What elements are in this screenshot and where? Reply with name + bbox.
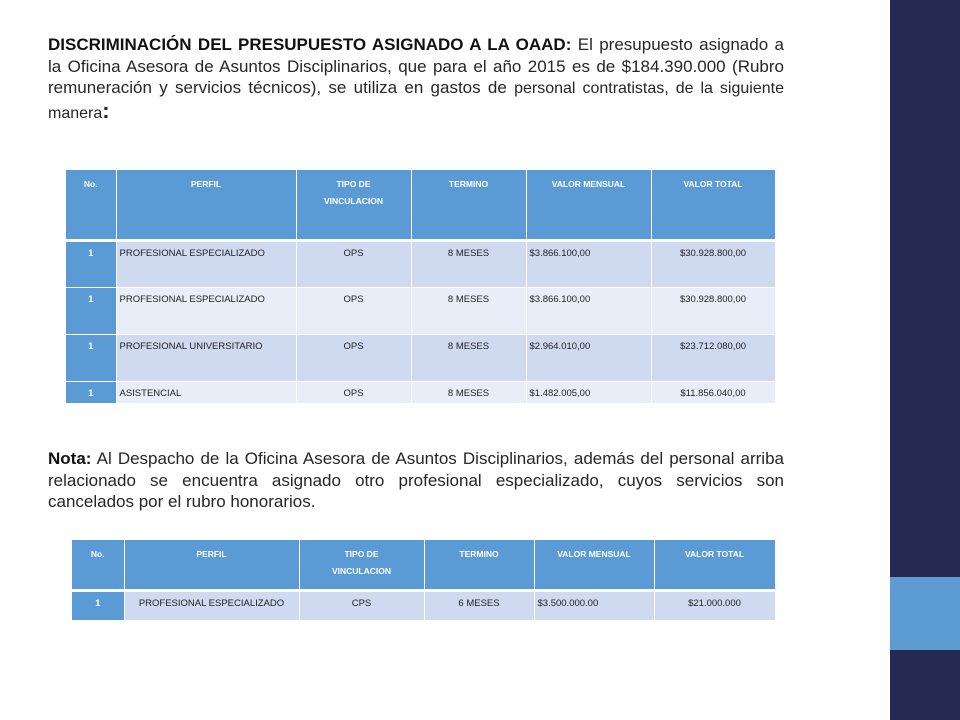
cell-termino: 8 MESES bbox=[411, 381, 526, 403]
cell-no: 1 bbox=[66, 287, 116, 334]
column-header-no: No. bbox=[72, 540, 124, 590]
column-header-perfil: PERFIL bbox=[116, 170, 296, 240]
cell-tipo: OPS bbox=[296, 334, 411, 381]
table-header-row bbox=[66, 170, 775, 240]
column-header-no: No. bbox=[66, 170, 116, 240]
cell-valor-mensual: $3.866.100,00 bbox=[526, 240, 651, 287]
cell-valor-total: $30.928.800,00 bbox=[651, 240, 775, 287]
side-accent-block bbox=[890, 577, 960, 650]
table-row bbox=[66, 240, 775, 287]
cell-valor-total: $30.928.800,00 bbox=[651, 287, 775, 334]
intro-body: El presupuesto asignado a la Oficina Asesora de Asuntos Disciplinarios, que para el año 2015 es de $184.390.000 (Rubro remuneración y servicios técnicos), se utiliza en gastos de bbox=[48, 35, 784, 97]
note-paragraph bbox=[48, 448, 784, 513]
cell-valor-total: $23.712.080,00 bbox=[651, 334, 775, 381]
cell-valor-total: $11.856.040,00 bbox=[651, 381, 775, 403]
note-label: Nota: bbox=[48, 449, 92, 468]
intro-heading: DISCRIMINACIÓN DEL PRESUPUESTO ASIGNADO A LA OAAD: bbox=[48, 35, 572, 54]
cell-no: 1 bbox=[66, 240, 116, 287]
cell-tipo: CPS bbox=[299, 590, 424, 620]
cell-perfil: PROFESIONAL ESPECIALIZADO bbox=[116, 287, 296, 334]
table-row bbox=[66, 334, 775, 381]
column-header-tipo: TIPO DE VINCULACION bbox=[296, 170, 411, 240]
column-header-perfil: PERFIL bbox=[124, 540, 299, 590]
cell-perfil: PROFESIONAL ESPECIALIZADO bbox=[116, 240, 296, 287]
table-row bbox=[66, 381, 775, 403]
column-header-valor-mensual: VALOR MENSUAL bbox=[534, 540, 654, 590]
intro-paragraph bbox=[48, 34, 784, 124]
cell-valor-mensual: $3.500.000.00 bbox=[534, 590, 654, 620]
column-header-valor-total: VALOR TOTAL bbox=[651, 170, 775, 240]
intro-tail: personal contratistas, de la siguiente manera bbox=[48, 80, 784, 122]
column-header-termino: TERMINO bbox=[424, 540, 534, 590]
column-header-termino: TERMINO bbox=[411, 170, 526, 240]
cell-termino: 8 MESES bbox=[411, 240, 526, 287]
cell-tipo: OPS bbox=[296, 240, 411, 287]
cell-valor-mensual: $2.964.010,00 bbox=[526, 334, 651, 381]
cell-valor-mensual: $3.866.100,00 bbox=[526, 287, 651, 334]
cell-no: 1 bbox=[72, 590, 124, 620]
intro-colon: : bbox=[102, 97, 110, 123]
note-body: Al Despacho de la Oficina Asesora de Asuntos Disciplinarios, además del personal arriba relacionado se encuentra asignado otro profesional especializado, cuyos servicios son cancelados por el rubro honorarios. bbox=[48, 449, 784, 511]
cell-perfil: PROFESIONAL ESPECIALIZADO bbox=[124, 590, 299, 620]
cell-perfil: ASISTENCIAL bbox=[116, 381, 296, 403]
cell-perfil: PROFESIONAL UNIVERSITARIO bbox=[116, 334, 296, 381]
cell-tipo: OPS bbox=[296, 381, 411, 403]
table-header-row bbox=[72, 540, 775, 590]
cell-termino: 6 MESES bbox=[424, 590, 534, 620]
cell-no: 1 bbox=[66, 334, 116, 381]
cell-termino: 8 MESES bbox=[411, 287, 526, 334]
table-row bbox=[66, 287, 775, 334]
cell-valor-mensual: $1.482.005,00 bbox=[526, 381, 651, 403]
column-header-valor-total: VALOR TOTAL bbox=[654, 540, 775, 590]
budget-table-contractors bbox=[66, 170, 776, 404]
table-row bbox=[72, 590, 775, 620]
cell-no: 1 bbox=[66, 381, 116, 403]
cell-termino: 8 MESES bbox=[411, 334, 526, 381]
column-header-tipo: TIPO DE VINCULACION bbox=[299, 540, 424, 590]
cell-valor-total: $21.000.000 bbox=[654, 590, 775, 620]
budget-table-fees bbox=[72, 540, 776, 621]
column-header-valor-mensual: VALOR MENSUAL bbox=[526, 170, 651, 240]
cell-tipo: OPS bbox=[296, 287, 411, 334]
